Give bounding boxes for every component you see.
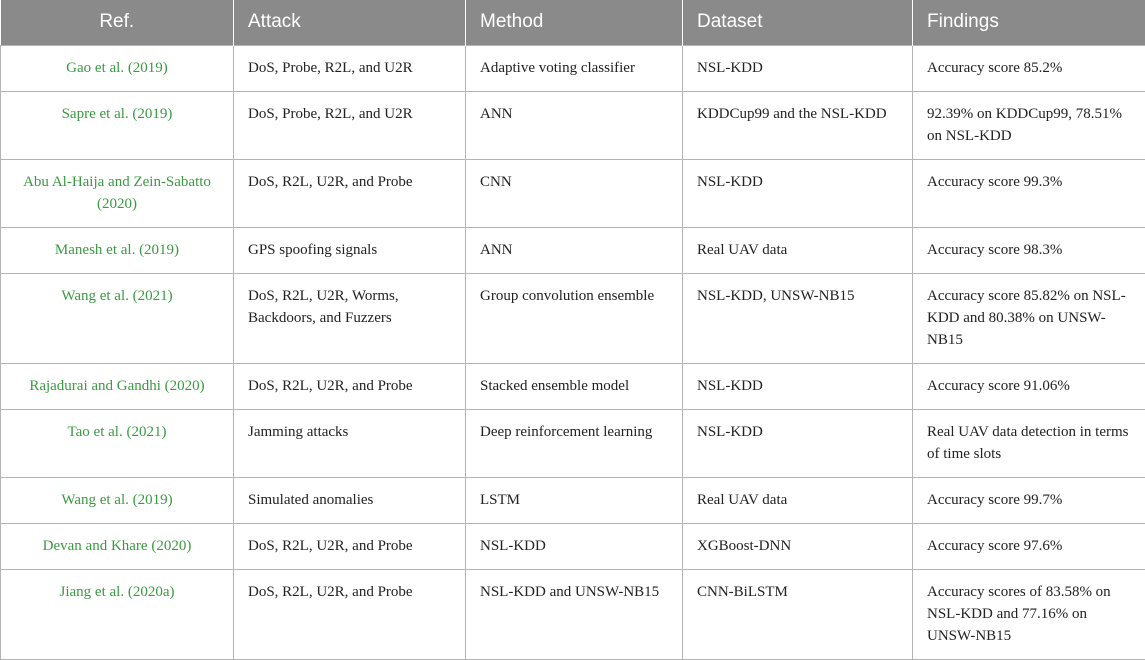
ref-link[interactable]: Manesh et al. (2019) (1, 227, 234, 273)
findings-cell: Accuracy score 99.7% (913, 477, 1145, 523)
findings-cell: Accuracy score 97.6% (913, 523, 1145, 569)
dataset-cell: KDDCup99 and the NSL-KDD (683, 91, 913, 159)
attack-cell: DoS, R2L, U2R, and Probe (234, 523, 466, 569)
table-row (1, 523, 1145, 569)
header-dataset: Dataset (683, 0, 913, 45)
method-cell: NSL-KDD (466, 523, 683, 569)
dataset-cell: Real UAV data (683, 227, 913, 273)
dataset-cell: NSL-KDD (683, 363, 913, 409)
method-cell: CNN (466, 159, 683, 227)
method-cell: ANN (466, 91, 683, 159)
ref-link[interactable]: Rajadurai and Gandhi (2020) (1, 363, 234, 409)
method-cell: Adaptive voting classifier (466, 45, 683, 91)
ref-link[interactable]: Sapre et al. (2019) (1, 91, 234, 159)
attack-cell: DoS, R2L, U2R, and Probe (234, 569, 466, 659)
method-cell: Group convolution ensemble (466, 273, 683, 363)
dataset-cell: NSL-KDD (683, 409, 913, 477)
ref-link[interactable]: Devan and Khare (2020) (1, 523, 234, 569)
findings-cell: Accuracy score 99.3% (913, 159, 1145, 227)
method-cell: Stacked ensemble model (466, 363, 683, 409)
header-findings: Findings (913, 0, 1145, 45)
table-row (1, 409, 1145, 477)
ref-link[interactable]: Wang et al. (2021) (1, 273, 234, 363)
findings-cell: Accuracy score 85.82% on NSL-KDD and 80.38% on UNSW-NB15 (913, 273, 1145, 363)
dataset-cell: NSL-KDD (683, 45, 913, 91)
table-row (1, 569, 1145, 659)
attack-cell: DoS, Probe, R2L, and U2R (234, 91, 466, 159)
attack-cell: Jamming attacks (234, 409, 466, 477)
ref-link[interactable]: Tao et al. (2021) (1, 409, 234, 477)
attack-cell: DoS, R2L, U2R, and Probe (234, 159, 466, 227)
attack-cell: DoS, Probe, R2L, and U2R (234, 45, 466, 91)
attack-cell: DoS, R2L, U2R, and Probe (234, 363, 466, 409)
table-header (1, 0, 1145, 45)
ref-link[interactable]: Jiang et al. (2020a) (1, 569, 234, 659)
ref-link[interactable]: Wang et al. (2019) (1, 477, 234, 523)
attack-cell: DoS, R2L, U2R, Worms, Backdoors, and Fuzzers (234, 273, 466, 363)
table-row (1, 227, 1145, 273)
method-cell: ANN (466, 227, 683, 273)
dataset-cell: XGBoost-DNN (683, 523, 913, 569)
attack-cell: GPS spoofing signals (234, 227, 466, 273)
table-row (1, 273, 1145, 363)
dataset-cell: NSL-KDD, UNSW-NB15 (683, 273, 913, 363)
header-attack: Attack (234, 0, 466, 45)
method-cell: LSTM (466, 477, 683, 523)
header-ref: Ref. (1, 0, 234, 45)
table-row (1, 159, 1145, 227)
header-method: Method (466, 0, 683, 45)
findings-cell: Accuracy score 91.06% (913, 363, 1145, 409)
table-row (1, 477, 1145, 523)
method-cell: NSL-KDD and UNSW-NB15 (466, 569, 683, 659)
findings-cell: Accuracy score 98.3% (913, 227, 1145, 273)
method-cell: Deep reinforcement learning (466, 409, 683, 477)
attack-cell: Simulated anomalies (234, 477, 466, 523)
table-row (1, 45, 1145, 91)
ref-link[interactable]: Abu Al-Haija and Zein-Sabatto (2020) (1, 159, 234, 227)
findings-cell: 92.39% on KDDCup99, 78.51% on NSL-KDD (913, 91, 1145, 159)
dataset-cell: Real UAV data (683, 477, 913, 523)
table-row (1, 91, 1145, 159)
findings-cell: Accuracy score 85.2% (913, 45, 1145, 91)
dataset-cell: CNN-BiLSTM (683, 569, 913, 659)
ref-link[interactable]: Gao et al. (2019) (1, 45, 234, 91)
findings-cell: Real UAV data detection in terms of time slots (913, 409, 1145, 477)
table-row (1, 363, 1145, 409)
findings-cell: Accuracy scores of 83.58% on NSL-KDD and 77.16% on UNSW-NB15 (913, 569, 1145, 659)
table-body (1, 45, 1145, 659)
dataset-cell: NSL-KDD (683, 159, 913, 227)
